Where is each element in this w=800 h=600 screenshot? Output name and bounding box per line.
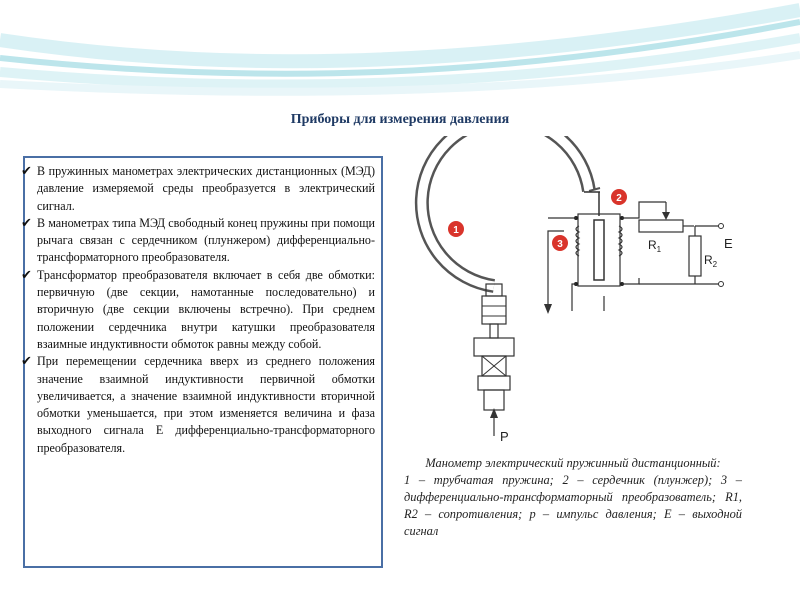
- paragraph-2: ✔ В манометрах типа МЭД свободный конец пружины при помощи рычага связан с сердечником (плунжером) дифференциально-трансформаторного преобразователя.: [21, 215, 375, 265]
- checkmark-icon: ✔: [21, 354, 32, 370]
- checkmark-icon: ✔: [21, 164, 32, 179]
- manometer-diagram: [404, 136, 778, 454]
- checkmark-icon: ✔: [21, 267, 32, 283]
- description-box: [23, 156, 383, 568]
- label-e: E: [724, 236, 733, 251]
- caption-title: Манометр электрический пружинный дистанционный:: [425, 456, 721, 470]
- svg-text:1: 1: [453, 225, 459, 236]
- svg-text:R1: $R_1$: [648, 238, 662, 254]
- paragraph-1: ✔ В пружинных манометрах электрических дистанционных (МЭД) давление измеряемой среды преобразуется в электрический сигнал.: [21, 164, 375, 213]
- paragraph-3: ✔ Трансформатор преобразователя включает в себя две обмотки: первичную (две секции, намотанные последовательно) и вторичную (две секции включены встречно). При среднем положении сердечника внутри катушки преобразователя взаимные индуктивности обмоток равны между собой.: [21, 267, 375, 351]
- page-title: Приборы для измерения давления: [290, 112, 510, 127]
- label-p: P: [500, 429, 509, 444]
- svg-text:2: 2: [616, 193, 622, 204]
- label-r1: R: [648, 238, 657, 252]
- svg-text:3: 3: [557, 239, 563, 250]
- checkmark-icon: ✔: [21, 215, 32, 231]
- caption-body: 1 – трубчатая пружина; 2 – сердечник (плунжер); 3 – дифференциально-трансформаторный преобразователь; R1, R2 – сопротивления; р – импульс давления; Е – выходной сигнал: [404, 473, 742, 538]
- paragraph-4: ✔ При перемещении сердечника вверх из среднего положения значение взаимной индуктивности первичной обмотки увеличивается, а значение взаимной индуктивности вторичной обмотки уменьшается, при этом изменяется величина и фаза выходного сигнала Е дифференциально-трансформаторного преобразователя.: [21, 354, 375, 455]
- label-r2: R: [704, 253, 713, 267]
- manometer-schematic: [404, 136, 778, 454]
- figure-caption: [404, 455, 742, 540]
- header-wave-decoration: [0, 0, 800, 100]
- svg-text:R2: $R_2$: [704, 253, 718, 269]
